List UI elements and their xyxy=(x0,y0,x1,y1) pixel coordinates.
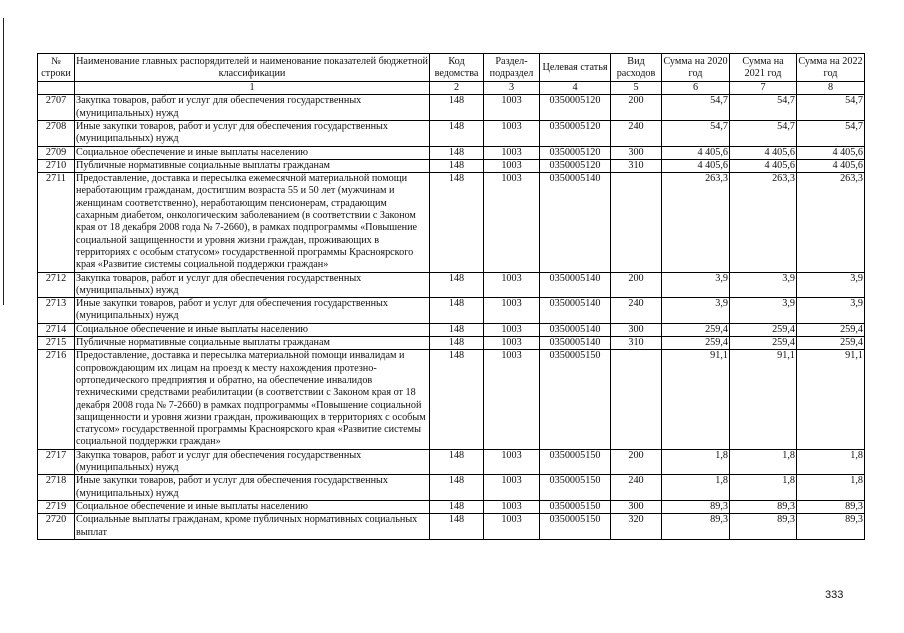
table-row xyxy=(38,298,865,324)
table-row xyxy=(38,146,865,159)
row-name: Закупка товаров, работ и услуг для обеспечения государственных (муниципальных) нужд xyxy=(75,95,430,121)
row-name: Социальные выплаты гражданам, кроме публичных нормативных социальных выплат xyxy=(75,514,430,540)
row-department-code: 148 xyxy=(430,500,484,513)
row-name: Иные закупки товаров, работ и услуг для обеспечения государственных (муниципальных) нужд xyxy=(75,121,430,147)
row-sum-2022: 3,9 xyxy=(797,272,865,298)
row-name: Иные закупки товаров, работ и услуг для обеспечения государственных (муниципальных) нужд xyxy=(75,475,430,501)
row-section: 1003 xyxy=(484,514,540,540)
row-department-code: 148 xyxy=(430,514,484,540)
row-section: 1003 xyxy=(484,146,540,159)
row-target-article: 0350005150 xyxy=(540,449,611,475)
page-number: 333 xyxy=(825,589,844,601)
table-row xyxy=(38,95,865,121)
row-department-code: 148 xyxy=(430,146,484,159)
table-row xyxy=(38,121,865,147)
row-sum-2022: 54,7 xyxy=(797,95,865,121)
row-expense-type: 240 xyxy=(611,121,662,147)
table-body xyxy=(38,95,865,539)
header-section: Раздел-подраздел xyxy=(484,54,540,82)
row-sum-2021: 54,7 xyxy=(730,95,797,121)
table-row xyxy=(38,272,865,298)
row-number: 2716 xyxy=(38,350,75,449)
row-number: 2718 xyxy=(38,475,75,501)
row-expense-type xyxy=(611,350,662,449)
row-section: 1003 xyxy=(484,449,540,475)
column-number: 6 xyxy=(662,82,730,95)
row-section: 1003 xyxy=(484,298,540,324)
row-sum-2020: 1,8 xyxy=(662,475,730,501)
row-sum-2022: 3,9 xyxy=(797,298,865,324)
header-sum-2020: Сумма на 2020 год xyxy=(662,54,730,82)
row-target-article: 0350005150 xyxy=(540,350,611,449)
row-target-article: 0350005150 xyxy=(540,514,611,540)
row-number: 2712 xyxy=(38,272,75,298)
table-row xyxy=(38,514,865,540)
row-target-article: 0350005120 xyxy=(540,95,611,121)
header-target-article: Целевая статья xyxy=(540,54,611,82)
row-sum-2021: 263,3 xyxy=(730,173,797,272)
table-row xyxy=(38,475,865,501)
column-number-row xyxy=(38,82,865,95)
row-number: 2709 xyxy=(38,146,75,159)
column-number: 3 xyxy=(484,82,540,95)
row-number: 2717 xyxy=(38,449,75,475)
row-expense-type: 200 xyxy=(611,272,662,298)
row-section: 1003 xyxy=(484,159,540,172)
row-sum-2021: 259,4 xyxy=(730,323,797,336)
row-sum-2021: 4 405,6 xyxy=(730,159,797,172)
row-expense-type: 320 xyxy=(611,514,662,540)
row-number: 2714 xyxy=(38,323,75,336)
row-sum-2020: 54,7 xyxy=(662,95,730,121)
column-number: 7 xyxy=(730,82,797,95)
row-number: 2710 xyxy=(38,159,75,172)
row-sum-2020: 263,3 xyxy=(662,173,730,272)
row-sum-2020: 54,7 xyxy=(662,121,730,147)
row-name: Предоставление, доставка и пересылка ежемесячной материальной помощи неработающим гражданам, достигшим возраста 55 и 50 лет (мужчинам и женщинам соответственно), неработающим пенсионерам, страдающим сахарным диабетом, онкологическим заболеванием (в соответствии с Законом края от 18 декабря 2008 года № 7-2660), в рамках подпрограммы «Повышение социальной защищенности и уровня жизни граждан, проживающих в территориях с особым статусом» государственной программы Красноярского края «Развитие системы социальной поддержки граждан» xyxy=(75,173,430,272)
row-sum-2022: 89,3 xyxy=(797,500,865,513)
binding-margin-line xyxy=(3,18,4,305)
row-sum-2021: 89,3 xyxy=(730,514,797,540)
row-sum-2022: 89,3 xyxy=(797,514,865,540)
row-name: Иные закупки товаров, работ и услуг для обеспечения государственных (муниципальных) нужд xyxy=(75,298,430,324)
row-sum-2021: 3,9 xyxy=(730,272,797,298)
row-expense-type: 240 xyxy=(611,475,662,501)
row-sum-2020: 3,9 xyxy=(662,298,730,324)
row-name: Закупка товаров, работ и услуг для обеспечения государственных (муниципальных) нужд xyxy=(75,272,430,298)
row-sum-2021: 259,4 xyxy=(730,337,797,350)
row-sum-2022: 1,8 xyxy=(797,449,865,475)
row-expense-type: 200 xyxy=(611,449,662,475)
row-expense-type: 300 xyxy=(611,146,662,159)
row-name: Публичные нормативные социальные выплаты гражданам xyxy=(75,337,430,350)
row-number: 2720 xyxy=(38,514,75,540)
row-name: Предоставление, доставка и пересылка материальной помощи инвалидам и сопровождающим их лицам на проезд к месту нахождения протезно-ортопедического предприятия и обратно, на обеспечение инвалидов техническими средствами реабилитации (в соответствии с Законом края от 18 декабря 2008 года № 7-2660) в рамках подпрограммы «Повышение социальной защищенности и уровня жизни граждан, проживающих в территориях с особым статусом» государственной программы Красноярского края «Развитие системы социальной поддержки граждан» xyxy=(75,350,430,449)
row-section: 1003 xyxy=(484,95,540,121)
row-sum-2020: 259,4 xyxy=(662,337,730,350)
row-department-code: 148 xyxy=(430,159,484,172)
row-number: 2713 xyxy=(38,298,75,324)
header-sum-2021: Сумма на 2021 год xyxy=(730,54,797,82)
table-header-row xyxy=(38,54,865,82)
row-target-article: 0350005120 xyxy=(540,159,611,172)
row-sum-2020: 4 405,6 xyxy=(662,146,730,159)
table-row xyxy=(38,337,865,350)
row-name: Закупка товаров, работ и услуг для обеспечения государственных (муниципальных) нужд xyxy=(75,449,430,475)
row-department-code: 148 xyxy=(430,350,484,449)
row-sum-2021: 3,9 xyxy=(730,298,797,324)
row-target-article: 0350005120 xyxy=(540,121,611,147)
row-target-article: 0350005150 xyxy=(540,475,611,501)
header-row-number: № строки xyxy=(38,54,75,82)
row-sum-2021: 1,8 xyxy=(730,449,797,475)
row-sum-2020: 1,8 xyxy=(662,449,730,475)
row-sum-2020: 3,9 xyxy=(662,272,730,298)
column-number: 1 xyxy=(75,82,430,95)
row-number: 2708 xyxy=(38,121,75,147)
row-department-code: 148 xyxy=(430,298,484,324)
row-name: Социальное обеспечение и иные выплаты населению xyxy=(75,323,430,336)
row-department-code: 148 xyxy=(430,323,484,336)
row-sum-2022: 91,1 xyxy=(797,350,865,449)
column-number: 4 xyxy=(540,82,611,95)
row-section: 1003 xyxy=(484,337,540,350)
row-expense-type: 300 xyxy=(611,323,662,336)
column-number: 2 xyxy=(430,82,484,95)
row-expense-type: 310 xyxy=(611,159,662,172)
table-row xyxy=(38,159,865,172)
row-target-article: 0350005140 xyxy=(540,298,611,324)
row-sum-2022: 259,4 xyxy=(797,337,865,350)
row-department-code: 148 xyxy=(430,272,484,298)
row-sum-2022: 4 405,6 xyxy=(797,146,865,159)
row-target-article: 0350005140 xyxy=(540,337,611,350)
row-sum-2020: 4 405,6 xyxy=(662,159,730,172)
column-number: 5 xyxy=(611,82,662,95)
row-sum-2022: 263,3 xyxy=(797,173,865,272)
header-sum-2022: Сумма на 2022 год xyxy=(797,54,865,82)
row-section: 1003 xyxy=(484,500,540,513)
row-sum-2021: 91,1 xyxy=(730,350,797,449)
row-section: 1003 xyxy=(484,475,540,501)
row-sum-2021: 1,8 xyxy=(730,475,797,501)
row-department-code: 148 xyxy=(430,173,484,272)
header-name: Наименование главных распорядителей и наименование показателей бюджетной классификации xyxy=(75,54,430,82)
row-section: 1003 xyxy=(484,323,540,336)
header-department-code: Код ведомства xyxy=(430,54,484,82)
row-sum-2021: 4 405,6 xyxy=(730,146,797,159)
row-name: Публичные нормативные социальные выплаты гражданам xyxy=(75,159,430,172)
table-row xyxy=(38,323,865,336)
row-sum-2022: 4 405,6 xyxy=(797,159,865,172)
row-name: Социальное обеспечение и иные выплаты населению xyxy=(75,146,430,159)
table-row xyxy=(38,500,865,513)
row-number: 2719 xyxy=(38,500,75,513)
row-sum-2020: 259,4 xyxy=(662,323,730,336)
table-row xyxy=(38,449,865,475)
row-number: 2715 xyxy=(38,337,75,350)
column-number: 8 xyxy=(797,82,865,95)
row-sum-2020: 89,3 xyxy=(662,500,730,513)
row-sum-2020: 91,1 xyxy=(662,350,730,449)
column-number xyxy=(38,82,75,95)
row-target-article: 0350005120 xyxy=(540,146,611,159)
row-sum-2022: 259,4 xyxy=(797,323,865,336)
row-sum-2022: 54,7 xyxy=(797,121,865,147)
row-expense-type: 200 xyxy=(611,95,662,121)
row-sum-2020: 89,3 xyxy=(662,514,730,540)
row-department-code: 148 xyxy=(430,449,484,475)
row-target-article: 0350005140 xyxy=(540,272,611,298)
row-expense-type: 300 xyxy=(611,500,662,513)
row-target-article: 0350005140 xyxy=(540,173,611,272)
row-sum-2021: 89,3 xyxy=(730,500,797,513)
row-name: Социальное обеспечение и иные выплаты населению xyxy=(75,500,430,513)
header-expense-type: Вид расходов xyxy=(611,54,662,82)
row-expense-type: 310 xyxy=(611,337,662,350)
table-row xyxy=(38,350,865,449)
table-row xyxy=(38,173,865,272)
row-section: 1003 xyxy=(484,121,540,147)
row-expense-type: 240 xyxy=(611,298,662,324)
row-target-article: 0350005140 xyxy=(540,323,611,336)
row-expense-type xyxy=(611,173,662,272)
row-sum-2022: 1,8 xyxy=(797,475,865,501)
row-department-code: 148 xyxy=(430,95,484,121)
budget-table xyxy=(37,53,865,540)
row-sum-2021: 54,7 xyxy=(730,121,797,147)
row-section: 1003 xyxy=(484,350,540,449)
row-section: 1003 xyxy=(484,272,540,298)
row-target-article: 0350005150 xyxy=(540,500,611,513)
row-number: 2711 xyxy=(38,173,75,272)
row-number: 2707 xyxy=(38,95,75,121)
row-department-code: 148 xyxy=(430,337,484,350)
row-department-code: 148 xyxy=(430,475,484,501)
row-department-code: 148 xyxy=(430,121,484,147)
row-section: 1003 xyxy=(484,173,540,272)
